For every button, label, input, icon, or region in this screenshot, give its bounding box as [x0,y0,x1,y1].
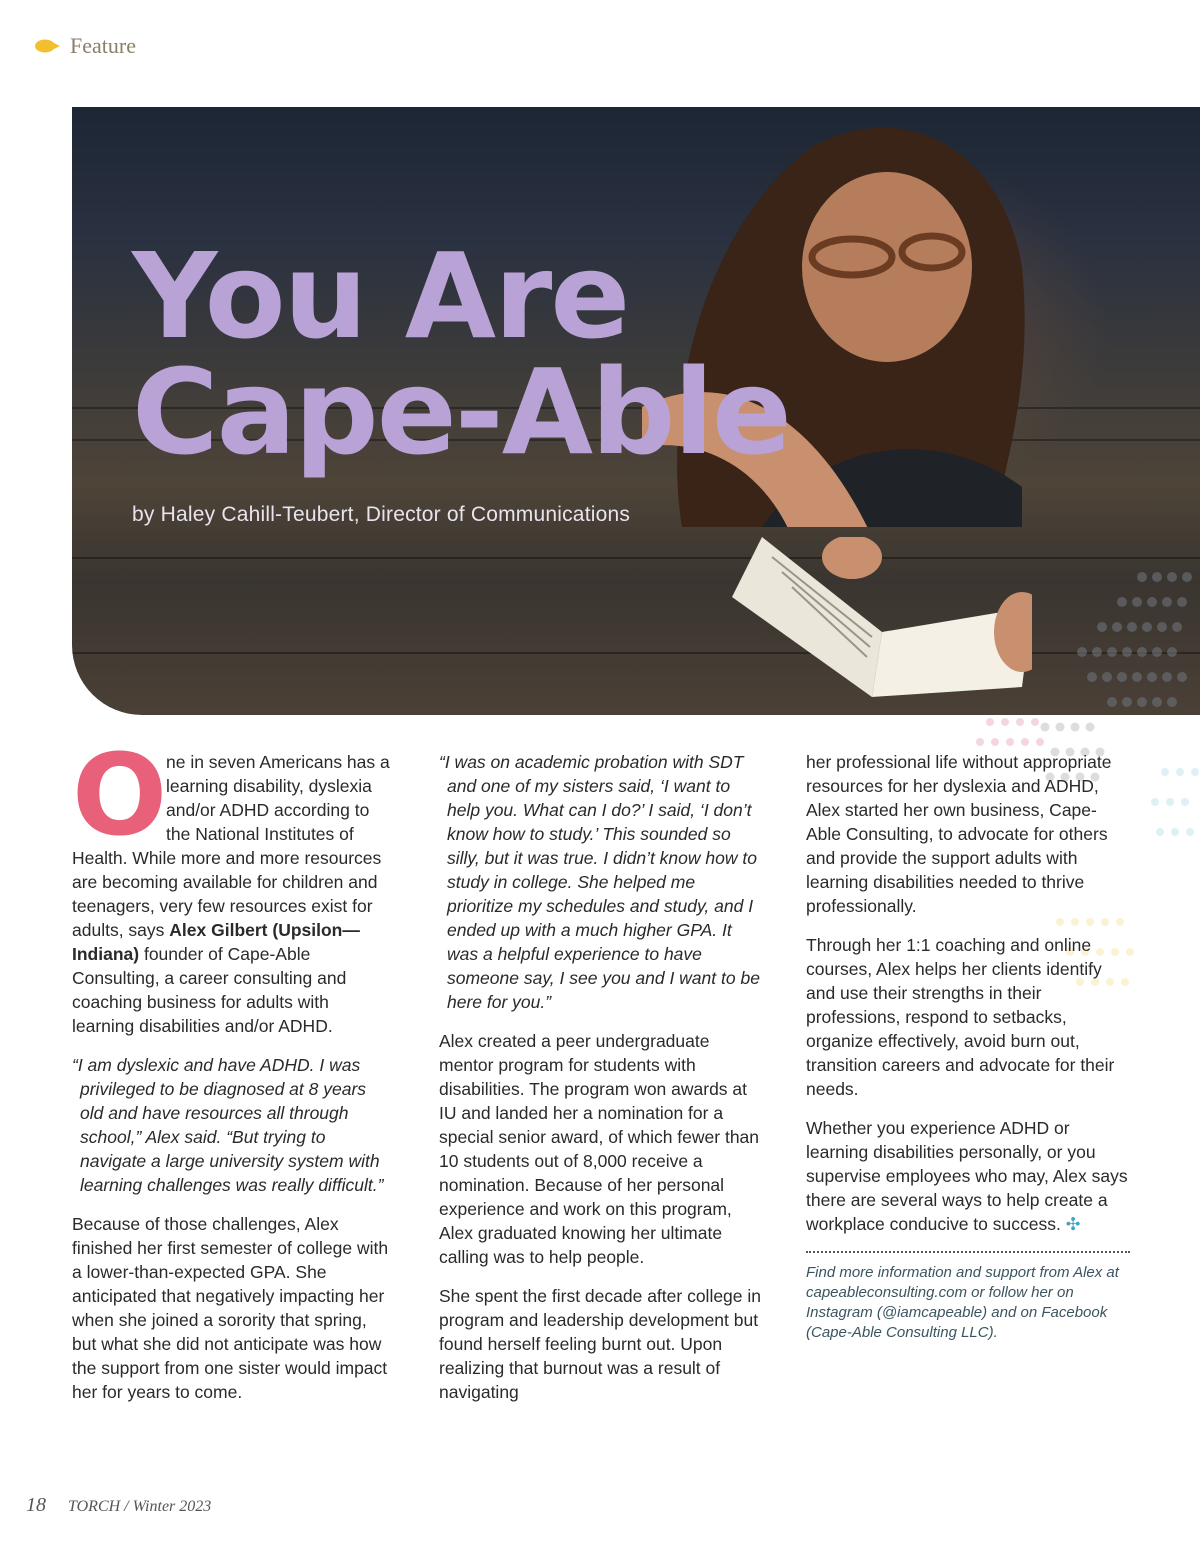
headline-line2: Cape-Able [132,343,790,481]
dropcap-wrap [72,731,168,861]
paragraph-2: Because of those challenges, Alex finished her first semester of college with a lower-than-expected GPA. She anticipated that negatively impacting her when she joined a sorority that spring, but what she did not anticipate was how the support from one sister would impact her for years to come. [72,1214,389,1402]
end-mark-icon: ✣ [1065,1214,1081,1234]
intro-paragraph [72,731,394,1038]
dropcap: O [72,731,168,861]
section-tag [34,33,136,59]
more-info-note: Find more information and support from Alex at capeableconsulting.com or follow her on Instagram (@iamcapeable) and on Facebook (Cape-Able Consulting LLC). [806,1264,1119,1341]
article-column-2 [439,750,765,1419]
subject-name: Alex Gilbert (Upsilon—Indiana) [72,920,360,964]
paragraph-6-text: Whether you experience ADHD or learning disabilities personally, or you supervise employees who may, Alex says there are several ways to help create a workplace conducive to success. [806,1118,1128,1234]
byline: by Haley Cahill-Teubert, Director of Communications [132,503,631,526]
section-label: Feature [70,33,136,58]
section-marker-icon [34,39,60,53]
pull-quote-2: “I was on academic probation with SDT and one of my sisters said, ‘I want to help you. What can I do?’ I said, ‘I don’t know how to study.’ This sounded so silly, but it was true. I didn’t know how to study in college. She helped me prioritize my schedules and study, and I ended up with a much higher GPA. It was a helpful experience to have someone say, I see you and I want to be here for you.” [439,752,760,1012]
paragraph-6 [806,1116,1130,1236]
dotted-divider [806,1251,1130,1253]
paragraph-3: Alex created a peer undergraduate mentor program for students with disabilities. The program won awards at IU and landed her a nomination for a special senior award, of which fewer than 10 students out of 8,000 receive a nomination. Because of her personal experience and work on this program, Alex graduated knowing her ultimate calling was to help people. [439,1031,760,1267]
paragraph-4-continued: her professional life without appropriate resources for her dyslexia and ADHD, Alex started her own business, Cape-Able Consulting, to advocate for others and provide the support adults with learning disabilities needed to thrive professionally. [806,752,1112,916]
paragraph-4: She spent the first decade after college in program and leadership development but found herself feeling burnt out. Upon realizing that burnout was a result of navigating [439,1286,762,1402]
page-footer [26,1494,211,1517]
intro-text: ne in seven Americans has a learning disability, dyslexia and/or ADHD according to the National Institutes of Health. While more and more resources are becoming available for children and teenagers, very few resources exist for adults, says [72,752,390,940]
publication-name: TORCH / Winter 2023 [68,1498,212,1515]
intro-text-end: founder of Cape-Able Consulting, a career consulting and coaching business for adults with learning disabilities and/or ADHD. [72,944,347,1036]
decorative-dot-pattern [942,557,1200,715]
page-number: 18 [26,1494,46,1516]
pull-quote-1: “I am dyslexic and have ADHD. I was privileged to be diagnosed at 8 years old and have resources all through school,” Alex said. “But trying to navigate a large university system with learning challenges was really difficult.” [72,1055,384,1195]
paragraph-5: Through her 1:1 coaching and online courses, Alex helps her clients identify and use their strengths in their professions, respond to setbacks, organize effectively, avoid burn out, transition careers and advocate for their needs. [806,935,1115,1099]
hero-photo [72,107,1200,715]
article-column-3 [806,750,1130,1343]
article-column-1 [72,731,394,1419]
headline-line1: You Are [132,227,629,365]
